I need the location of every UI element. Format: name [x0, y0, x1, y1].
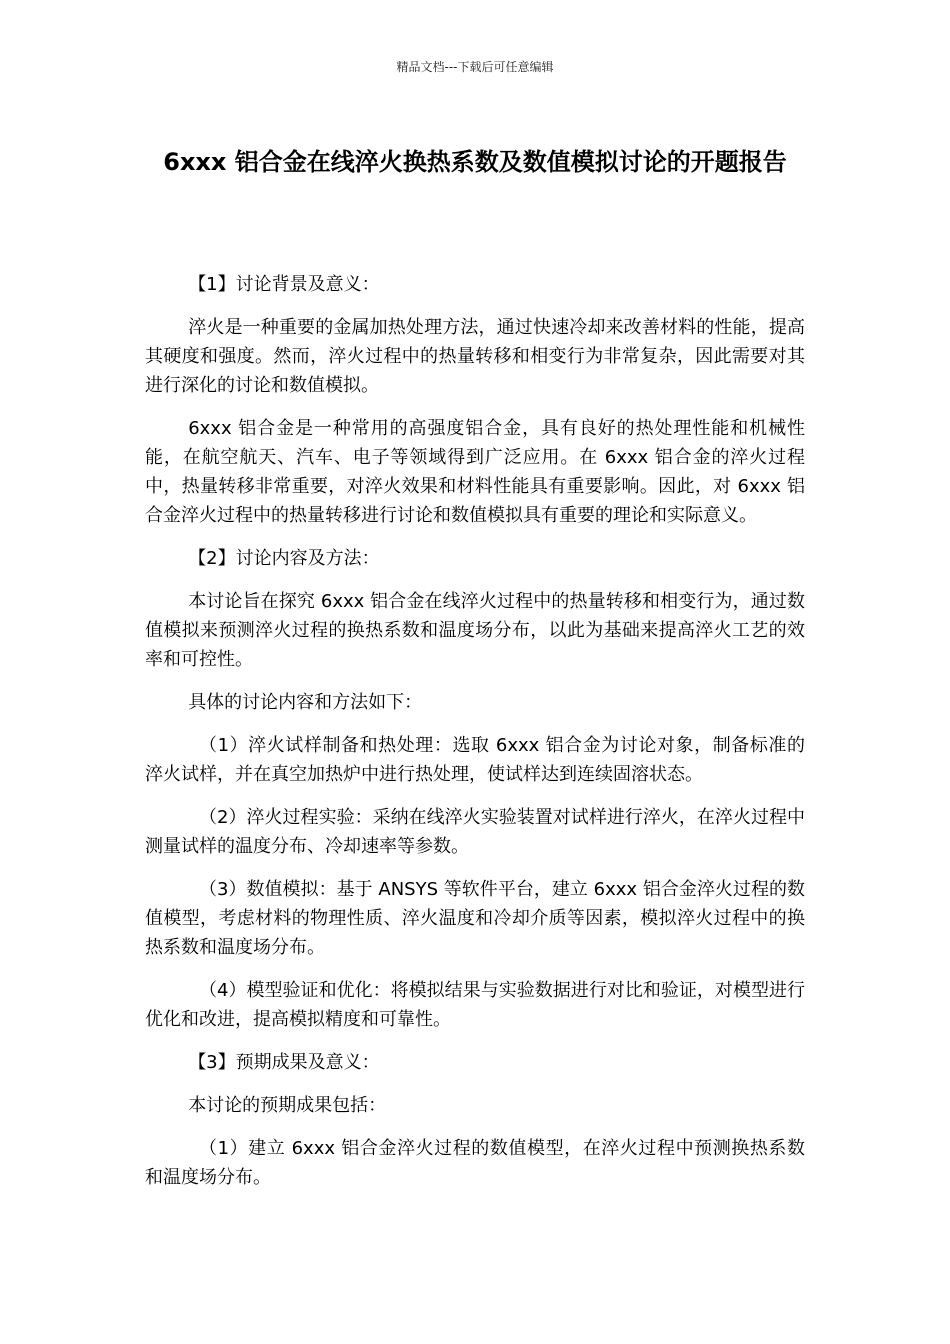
paragraph-methods-lead: 具体的讨论内容和方法如下： — [188, 692, 423, 713]
document-title: 6xxx 铝合金在线淬火换热系数及数值模拟讨论的开题报告 — [163, 148, 787, 176]
paragraph-quenching-intro: 淬火是一种重要的金属加热处理方法，通过快速冷却来改善材料的性能，提高其硬度和强度。然而，淬火过程中的热量转移和相变行为非常复杂，因此需要对其进行深化的讨论和数值模拟。 — [145, 317, 805, 396]
list-item-sample-prep: （1）淬火试样制备和热处理：选取 6xxx 铝合金为讨论对象，制备标准的淬火试样，并在真空加热炉中进行热处理，使试样达到连续固溶状态。 — [145, 735, 805, 785]
section-heading-content-methods: 【2】讨论内容及方法： — [188, 548, 380, 569]
list-item-model-validation: （4）模型验证和优化：将模拟结果与实验数据进行对比和验证，对模型进行优化和改进，提高模拟精度和可靠性。 — [145, 980, 805, 1030]
list-item-quench-experiment: （2）淬火过程实验：采纳在线淬火实验装置对试样进行淬火，在淬火过程中测量试样的温度分布、冷却速率等参数。 — [145, 807, 805, 857]
section-heading-background: 【1】讨论背景及意义： — [188, 274, 380, 295]
section-heading-expected-results: 【3】预期成果及意义： — [188, 1052, 380, 1073]
document-body — [145, 270, 805, 1206]
list-item-numerical-simulation: （3）数值模拟：基于 ANSYS 等软件平台，建立 6xxx 铝合金淬火过程的数值模型，考虑材料的物理性质、淬火温度和冷却介质等因素，模拟淬火过程中的换热系数和温度场分布。 — [145, 879, 805, 958]
list-item-result-model: （1）建立 6xxx 铝合金淬火过程的数值模型，在淬火过程中预测换热系数和温度场分布。 — [145, 1138, 805, 1188]
page-header-note: 精品文档---下载后可任意编辑 — [396, 60, 554, 74]
paragraph-research-aim: 本讨论旨在探究 6xxx 铝合金在线淬火过程中的热量转移和相变行为，通过数值模拟来预测淬火过程的换热系数和温度场分布，以此为基础来提高淬火工艺的效率和可控性。 — [145, 591, 805, 670]
paragraph-results-lead: 本讨论的预期成果包括： — [188, 1095, 387, 1116]
paragraph-alloy-intro: 6xxx 铝合金是一种常用的高强度铝合金，具有良好的热处理性能和机械性能，在航空航天、汽车、电子等领域得到广泛应用。在 6xxx 铝合金的淬火过程中，热量转移非常重要，对淬火效果和材料性能具有重要影响。因此，对 6xxx 铝合金淬火过程中的热量转移进行讨论和数值模拟具有重要的理论和实际意义。 — [145, 418, 805, 526]
